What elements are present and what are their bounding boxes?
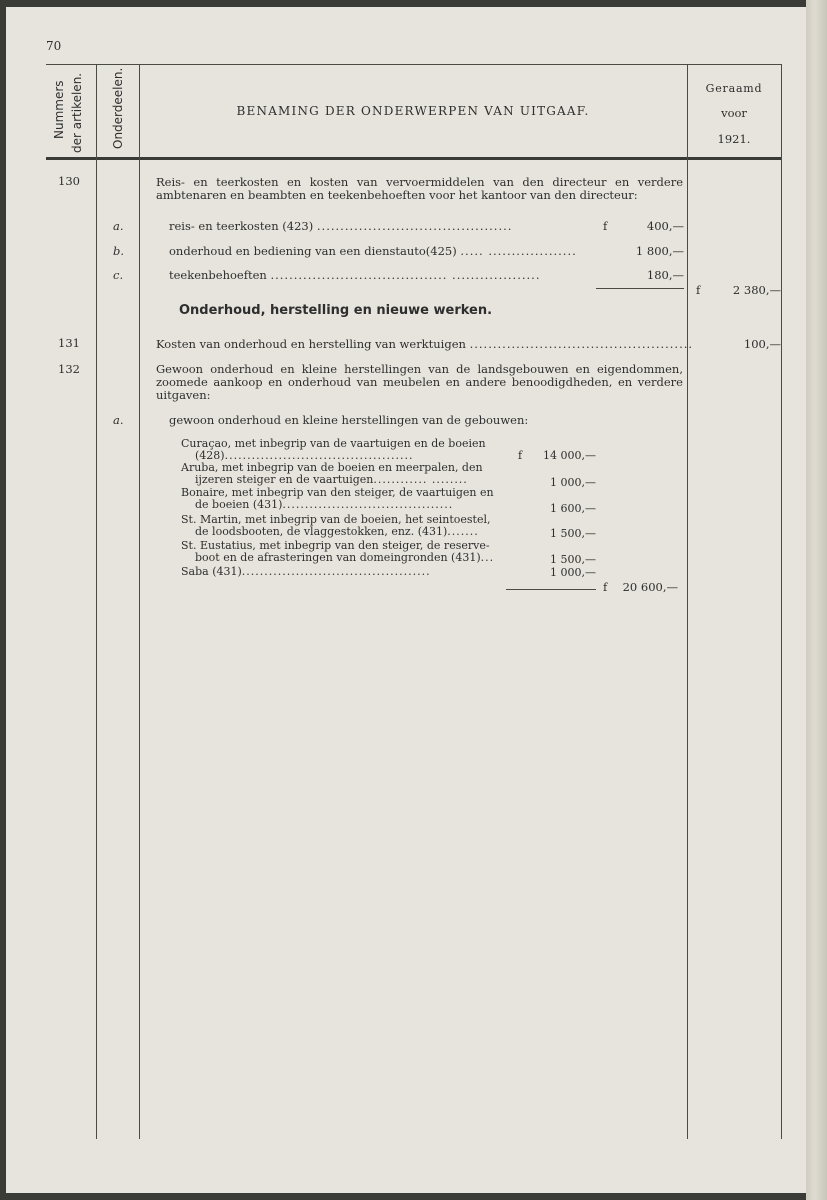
item-label-text: onderhoud en bediening van een dienstauto(425) xyxy=(169,244,457,258)
header-geraamd: Geraamd xyxy=(705,82,763,95)
column-divider-3 xyxy=(687,64,688,1139)
article-number-131: 131 xyxy=(58,336,80,350)
section-heading: Onderhoud, herstelling en nieuwe werken. xyxy=(179,303,493,318)
entry-amount: 1 000,— xyxy=(550,476,596,489)
article-130-item-letter: c. xyxy=(113,268,124,282)
header-year: 1921. xyxy=(717,132,751,146)
article-number-130: 130 xyxy=(58,174,80,188)
currency-prefix: f xyxy=(518,449,523,462)
entry-line2 xyxy=(195,552,494,564)
article-130-total: 2 380,— xyxy=(732,283,781,297)
leader-dots: ....... xyxy=(447,525,479,538)
entry-amount: 1 000,— xyxy=(550,566,596,579)
entry-amount: 1 500,— xyxy=(550,553,596,566)
leader-dots: ...................................... xyxy=(282,498,454,511)
article-130-item-letter: a. xyxy=(113,219,124,233)
leader-dots: ..... ................... xyxy=(460,244,577,258)
article-130-item-amount: 1 800,— xyxy=(635,244,684,258)
header-bottom-rule xyxy=(46,157,781,160)
article-130-item-amount: 180,— xyxy=(646,268,684,282)
entry-amount: 1 600,— xyxy=(550,502,596,515)
article-130-item-label xyxy=(169,220,512,233)
article-130-item-amount: 400,— xyxy=(646,219,684,233)
header-nummers-line1: Nummers xyxy=(52,80,66,139)
entry-label: Saba (431) xyxy=(181,565,242,578)
leader-dots: ... xyxy=(480,551,495,564)
column-divider-1 xyxy=(96,64,97,1139)
article-132-total: 20 600,— xyxy=(622,580,678,594)
header-voor: voor xyxy=(721,106,747,120)
article-131-description: Kosten van onderhoud en herstelling van werktuigen xyxy=(156,337,466,351)
leader-dots: .......................................... xyxy=(224,449,414,462)
article-131-text xyxy=(156,338,693,351)
header-artikelen xyxy=(70,73,84,153)
entry-label: boot en de afrasteringen van domeingronden (431) xyxy=(195,551,481,564)
header-nummers xyxy=(52,80,66,139)
leader-dots: ................................................ xyxy=(469,337,694,351)
article-130-item-label xyxy=(169,269,541,282)
leader-dots: ...................................... ................... xyxy=(270,268,541,282)
entry-amount: 14 000,— xyxy=(543,449,596,462)
entry-line1: Aruba, met inbegrip van de boeien en meerpalen, den xyxy=(181,461,483,474)
article-132-item-label: gewoon onderhoud en kleine herstellingen van de gebouwen: xyxy=(169,413,529,427)
header-nummers-line2: der artikelen. xyxy=(70,72,84,153)
leader-dots: ............ ........ xyxy=(373,473,468,486)
leader-dots: .......................................... xyxy=(241,565,431,578)
article-number-132: 132 xyxy=(58,362,80,376)
page-number: 70 xyxy=(46,39,62,53)
item-label-text: teekenbehoeften xyxy=(169,268,267,282)
entry-label: de loodsbooten, de vlaggestokken, enz. (431) xyxy=(195,525,448,538)
entry-amount: 1 500,— xyxy=(550,527,596,540)
currency-prefix: f xyxy=(603,219,608,233)
entry-label: ijzeren steiger en de vaartuigen xyxy=(195,473,374,486)
table-top-rule xyxy=(46,64,781,65)
entry-line1: Curaçao, met inbegrip van de vaartuigen en de boeien xyxy=(181,437,486,450)
header-benaming: BENAMING DER ONDERWERPEN VAN UITGAAF. xyxy=(236,104,590,118)
document-page xyxy=(6,7,806,1193)
entry-line1: Bonaire, met inbegrip van den steiger, de vaartuigen en xyxy=(181,486,494,499)
entry-label: de boeien (431) xyxy=(195,498,283,511)
article-132-description: Gewoon onderhoud en kleine herstellingen van de landsgebouwen en eigendommen, zoomede aankoop en onderhoud van meubelen en andere benoodigdheden, en verdere uitgaven: xyxy=(156,362,683,402)
column-divider-2 xyxy=(139,64,140,1139)
entry-line2 xyxy=(195,526,479,538)
article-130-item-label xyxy=(169,245,577,258)
entry-line2 xyxy=(195,499,453,511)
article-132-text xyxy=(156,363,683,402)
article-130-item-letter: b. xyxy=(113,244,125,258)
article-132-item-letter: a. xyxy=(113,413,124,427)
entry-line1: St. Eustatius, met inbegrip van den steiger, de reserve- xyxy=(181,539,490,552)
leader-dots: .......................................... xyxy=(316,219,513,233)
item-label-text: reis- en teerkosten (423) xyxy=(169,219,314,233)
entry-line1: St. Martin, met inbegrip van de boeien, het seintoestel, xyxy=(181,513,491,526)
header-onderdeelen: Onderdeelen. xyxy=(111,67,125,149)
total-prefix: f xyxy=(603,580,608,594)
column-divider-4 xyxy=(781,64,782,1139)
page-edge-shadow xyxy=(806,0,827,1200)
entry-line2 xyxy=(181,566,431,578)
article-130-text xyxy=(156,176,683,202)
subtotal-rule xyxy=(596,288,684,289)
article-130-description: Reis- en teerkosten en kosten van vervoermiddelen van den directeur en verdere ambtenaren en beambten en teekenbehoeften voor het kantoor van den directeur: xyxy=(156,175,683,202)
subtotal-rule xyxy=(506,589,596,590)
article-131-amount: 100,— xyxy=(743,337,781,351)
entry-line2 xyxy=(195,474,468,486)
entry-label: (428) xyxy=(195,449,225,462)
total-prefix: f xyxy=(696,283,701,297)
